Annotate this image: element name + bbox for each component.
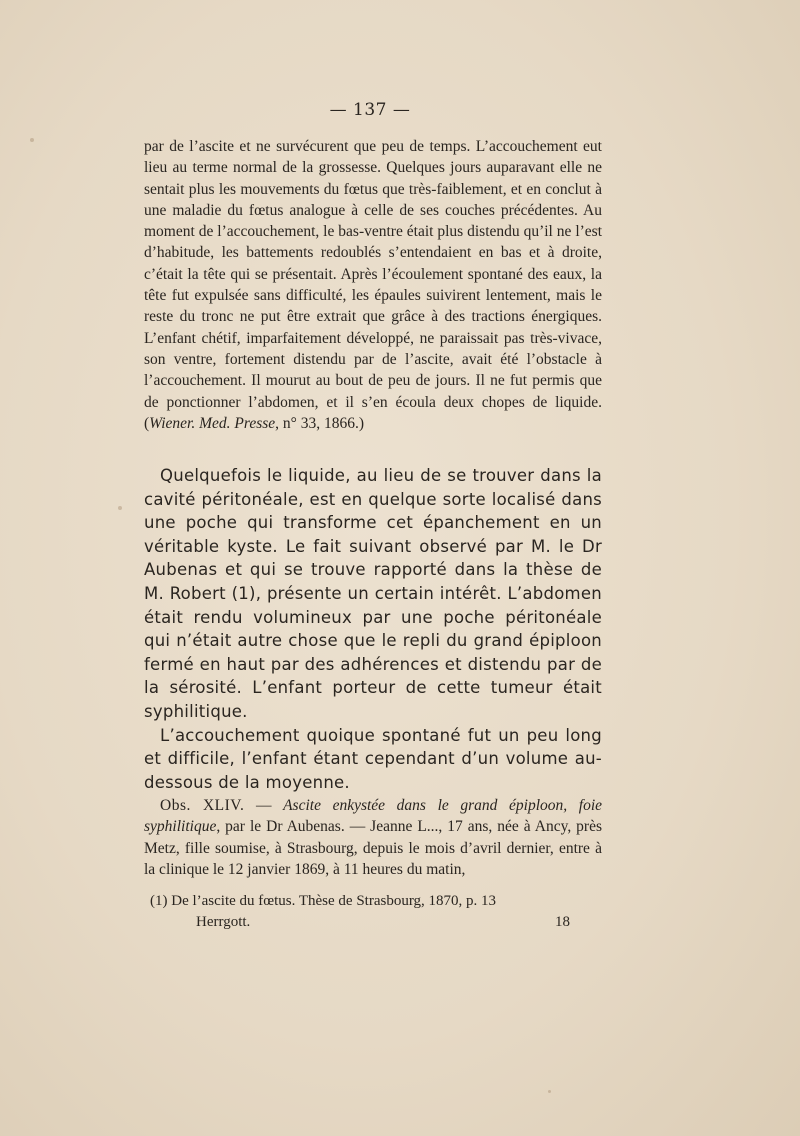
paragraph-1: Quelquefois le liquide, au lieu de se trouver dans la cavité péritonéale, est en quelque sorte localisé dans une poche qui transforme cet épanchement en un véritable kyste. Le fait suivant observé par M. le Dr Aubenas et qui se trouve rapporté dans la thèse de M. Robert (1), présente un certain intérêt. L’abdomen était rendu volumineux par une poche péritonéale qui n’était autre chose que le repli du grand épiploon fermé en haut par des adhérences et distendu par de la sérosité. L’enfant porteur de cette tumeur était syphilitique. <box>144 466 602 721</box>
footnote: (1) De l’ascite du fœtus. Thèse de Strasbourg, 1870, p. 13 <box>150 893 497 909</box>
citation-tail: , n° 33, 1866.) <box>275 414 365 432</box>
observation-44 <box>144 795 602 880</box>
paragraph-2: L’accouchement quoique spontané fut un peu long et difficile, l’enfant étant cependant d’un volume au-dessous de la moyenne. <box>144 725 602 792</box>
paper-spot <box>118 506 122 510</box>
observation-continued-text: par de l’ascite et ne survécurent que peu de temps. L’accouchement eut lieu au terme normal de la grossesse. Quelques jours auparavant elle ne sentait plus les mouvements du fœtus que très-faiblement, et en conclut à une maladie du fœtus analogue à celle de ses couches précédentes. Au moment de l’accouchement, le bas-ventre était plus distendu qu’il ne l’est d’habitude, les battements redoublés s’entendaient en bas et à droite, c’était la tête qui se présentait. Après l’écoulement spontané des eaux, la tête fut expulsée sans difficulté, les épaules suivirent lentement, mais le reste du tronc ne put être extrait que grâce à des tractions énergiques. L’enfant chétif, imparfaitement développé, ne paraissait pas très-vivace, son ventre, fortement distendu par de l’ascite, avait été l’obstacle à l’accouchement. Il mourut au bout de peu de jours. Il ne fut permis que de ponctionner l’abdomen, et il s’en écoula deux chopes de liquide. ( <box>144 138 602 432</box>
observation-dash: — <box>244 797 284 814</box>
paper-spot <box>30 138 34 142</box>
observation-label: Obs. XLIV. <box>160 797 245 814</box>
signature-number: 18 <box>555 914 570 930</box>
observation-continued-paragraph <box>144 136 602 434</box>
signature-line <box>196 914 570 931</box>
observation-44-paragraph <box>144 795 602 880</box>
citation-journal: Wiener. Med. Presse <box>149 414 276 432</box>
paper-spot <box>596 228 599 231</box>
observation-text: , par le Dr Aubenas. — Jeanne L..., 17 ans, née à Ancy, près Metz, fille soumise, à Strasbourg, depuis le mois d’avril dernier, entre à la clinique le 12 janvier 1869, à 11 heures du matin, <box>144 818 602 878</box>
paper-spot <box>548 1090 551 1093</box>
page-number: — 137 — <box>329 100 411 120</box>
main-text <box>144 464 602 794</box>
signature-author: Herrgott. <box>196 914 251 930</box>
observation-continued <box>144 136 602 434</box>
observation-title: Ascite enkystée dans le grand épiploon, foie syphilitique <box>144 797 602 836</box>
